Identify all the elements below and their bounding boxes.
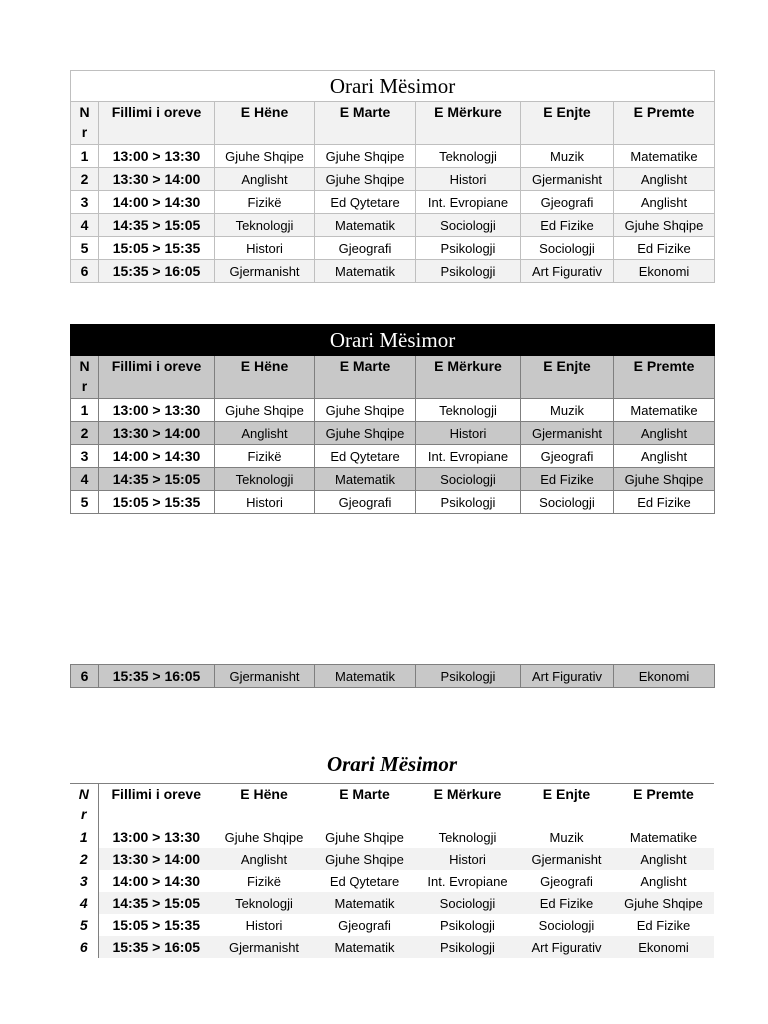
subject-cell: Matematike: [614, 145, 715, 168]
header-nr-a: N: [78, 786, 89, 802]
subject-cell: Matematike: [614, 399, 715, 422]
row-number: 4: [70, 892, 98, 914]
row-number: 4: [71, 468, 99, 491]
subject-cell: Gjermanisht: [214, 936, 314, 958]
subject-cell: Histori: [415, 848, 520, 870]
table-row: [71, 260, 715, 283]
table-row: [70, 914, 714, 936]
subject-cell: Matematike: [629, 829, 698, 845]
header-nr-a: N: [79, 104, 90, 120]
row-time: 15:35 > 16:05: [98, 936, 214, 958]
subject-cell: Art Figurativ: [520, 936, 613, 958]
header-nr: [71, 356, 99, 399]
subject-cell: Gjermanisht: [521, 422, 614, 445]
subject-cell: Gjuhe Shqipe: [215, 145, 315, 168]
subject-cell: Anglisht: [614, 168, 715, 191]
subject-cell: Gjuhe Shqipe: [614, 468, 715, 491]
row-time: 13:00 > 13:30: [99, 399, 215, 422]
row-number: 2: [70, 848, 98, 870]
subject-cell: Psikologji: [416, 260, 521, 283]
subject-cell: Gjermanisht: [520, 848, 613, 870]
row-number: 4: [71, 214, 99, 237]
table-title: Orari Mësimor: [71, 325, 715, 356]
row-time: 15:05 > 15:35: [112, 917, 201, 933]
table-row: [71, 399, 715, 422]
subject-cell: Fizikë: [215, 191, 315, 214]
row-time: 15:35 > 16:05: [99, 260, 215, 283]
table-row: [71, 191, 715, 214]
subject-cell: Gjuhe Shqipe: [325, 829, 404, 845]
row-number: 2: [71, 168, 99, 191]
subject-cell: Int. Evropiane: [416, 191, 521, 214]
subject-cell: Gjeografi: [315, 491, 416, 514]
subject-cell: Histori: [215, 491, 315, 514]
table-row: [70, 892, 714, 914]
subject-cell: Histori: [245, 917, 283, 933]
subject-cell: Sociologji: [521, 237, 614, 260]
subject-cell: Anglisht: [215, 168, 315, 191]
table-row: [71, 145, 715, 168]
header-day: E Marte: [315, 356, 416, 399]
row-number: 2: [71, 422, 99, 445]
header-nr: [71, 102, 99, 145]
subject-cell: Anglisht: [215, 422, 315, 445]
subject-cell: Histori: [215, 237, 315, 260]
subject-cell: Sociologji: [416, 214, 521, 237]
subject-cell: Gjermanisht: [521, 168, 614, 191]
table-title: Orari Mësimor: [326, 752, 458, 776]
subject-cell: Sociologji: [521, 491, 614, 514]
subject-cell: Gjuhe Shqipe: [215, 399, 315, 422]
schedule-table-2: [70, 324, 715, 514]
header-day: E Premte: [613, 784, 714, 827]
subject-cell: Muzik: [549, 829, 584, 845]
table-row: [70, 936, 714, 958]
row-number: 3: [71, 445, 99, 468]
subject-cell: Ed Qytetare: [315, 191, 416, 214]
subject-cell: Gjuhe Shqipe: [614, 214, 715, 237]
subject-cell: Ed Fizike: [614, 237, 715, 260]
subject-cell: Muzik: [521, 145, 614, 168]
subject-cell: Teknologji: [416, 145, 521, 168]
header-day: E Marte: [315, 102, 416, 145]
row-number: 5: [70, 914, 98, 936]
table-row: [70, 848, 714, 870]
subject-cell: Gjuhe Shqipe: [315, 145, 416, 168]
subject-cell: Matematik: [315, 260, 416, 283]
table-row: [71, 445, 715, 468]
subject-cell: Fizikë: [247, 873, 281, 889]
subject-cell: Gjuhe Shqipe: [314, 848, 415, 870]
subject-cell: Ed Qytetare: [315, 445, 416, 468]
row-time: 13:00 > 13:30: [99, 145, 215, 168]
header-day: E Enjte: [521, 102, 614, 145]
row-time: 14:35 > 15:05: [99, 468, 215, 491]
subject-cell: Gjeografi: [521, 445, 614, 468]
subject-cell: Anglisht: [613, 848, 714, 870]
table-row: [71, 214, 715, 237]
subject-cell: Ed Qytetare: [329, 873, 400, 889]
row-number: 6: [70, 936, 98, 958]
table-row: [71, 237, 715, 260]
table-row: [71, 665, 715, 688]
subject-cell: Art Figurativ: [521, 665, 614, 688]
header-day: E Premte: [614, 356, 715, 399]
schedule-table-1: [70, 70, 715, 283]
row-number: 1: [70, 826, 98, 848]
subject-cell: Ed Fizike: [521, 468, 614, 491]
subject-cell: Gjermanisht: [215, 260, 315, 283]
header-day: E Mërkure: [415, 784, 520, 827]
subject-cell: Matematik: [314, 936, 415, 958]
header-day: E Enjte: [521, 356, 614, 399]
row-time: 14:35 > 15:05: [99, 214, 215, 237]
subject-cell: Ed Fizike: [614, 491, 715, 514]
subject-cell: Gjuhe Shqipe: [224, 829, 304, 845]
schedule-table-3: [70, 783, 714, 958]
row-number: 6: [71, 260, 99, 283]
subject-cell: Matematik: [314, 892, 415, 914]
header-day: E Hëne: [215, 356, 315, 399]
subject-cell: Gjeografi: [521, 191, 614, 214]
header-time: Fillimi i oreve: [99, 356, 215, 399]
subject-cell: Matematik: [315, 468, 416, 491]
subject-cell: Ed Fizike: [520, 892, 613, 914]
subject-cell: Gjuhe Shqipe: [315, 399, 416, 422]
row-time: 14:35 > 15:05: [98, 892, 214, 914]
row-time: 15:05 > 15:35: [99, 491, 215, 514]
header-time: Fillimi i oreve: [98, 784, 214, 827]
row-time: 14:00 > 14:30: [99, 191, 215, 214]
subject-cell: Anglisht: [614, 445, 715, 468]
header-nr-b: r: [81, 806, 87, 822]
subject-cell: Anglisht: [614, 191, 715, 214]
subject-cell: Psikologji: [415, 936, 520, 958]
subject-cell: Muzik: [521, 399, 614, 422]
subject-cell: Teknologji: [215, 214, 315, 237]
subject-cell: Ekonomi: [614, 665, 715, 688]
row-time: 13:30 > 14:00: [99, 422, 215, 445]
subject-cell: Teknologji: [438, 829, 497, 845]
table-row: [71, 468, 715, 491]
subject-cell: Gjuhe Shqipe: [613, 892, 714, 914]
subject-cell: Ekonomi: [613, 936, 714, 958]
subject-cell: Gjuhe Shqipe: [315, 168, 416, 191]
table-row: [70, 870, 714, 892]
subject-cell: Sociologji: [415, 892, 520, 914]
row-number: 1: [71, 145, 99, 168]
subject-cell: Sociologji: [416, 468, 521, 491]
subject-cell: Teknologji: [214, 892, 314, 914]
row-number: 5: [71, 237, 99, 260]
subject-cell: Int. Evropiane: [427, 873, 508, 889]
table-title: Orari Mësimor: [71, 71, 715, 102]
row-time: 15:35 > 16:05: [99, 665, 215, 688]
row-time: 14:00 > 14:30: [112, 873, 201, 889]
row-number: 5: [71, 491, 99, 514]
subject-cell: Gjeografi: [338, 917, 391, 933]
header-day: E Marte: [314, 784, 415, 827]
row-number: 1: [71, 399, 99, 422]
subject-cell: Matematik: [315, 665, 416, 688]
row-time: 14:00 > 14:30: [99, 445, 215, 468]
row-number: 3: [70, 870, 98, 892]
subject-cell: Histori: [416, 422, 521, 445]
subject-cell: Ekonomi: [614, 260, 715, 283]
header-nr-b: r: [81, 378, 88, 394]
row-time: 13:30 > 14:00: [98, 848, 214, 870]
subject-cell: Gjuhe Shqipe: [315, 422, 416, 445]
table-row: [71, 168, 715, 191]
subject-cell: Teknologji: [215, 468, 315, 491]
subject-cell: Fizikë: [215, 445, 315, 468]
subject-cell: Psikologji: [416, 491, 521, 514]
subject-cell: Anglisht: [214, 848, 314, 870]
header-day: E Enjte: [520, 784, 613, 827]
row-time: 13:00 > 13:30: [112, 829, 201, 845]
row-number: 6: [71, 665, 99, 688]
subject-cell: Gjeografi: [315, 237, 416, 260]
subject-cell: Gjeografi: [540, 873, 593, 889]
subject-cell: Psikologji: [416, 237, 521, 260]
header-nr-a: N: [79, 358, 90, 374]
table-row: [71, 422, 715, 445]
row-time: 13:30 > 14:00: [99, 168, 215, 191]
subject-cell: Matematik: [315, 214, 416, 237]
subject-cell: Ed Fizike: [521, 214, 614, 237]
table-row: [71, 491, 715, 514]
header-nr-b: r: [81, 124, 88, 140]
subject-cell: Psikologji: [440, 917, 495, 933]
subject-cell: Int. Evropiane: [416, 445, 521, 468]
header-day: E Hëne: [215, 102, 315, 145]
subject-cell: Psikologji: [416, 665, 521, 688]
subject-cell: Gjermanisht: [215, 665, 315, 688]
row-number: 3: [71, 191, 99, 214]
header-day: E Mërkure: [416, 102, 521, 145]
subject-cell: Teknologji: [416, 399, 521, 422]
subject-cell: Art Figurativ: [521, 260, 614, 283]
table-row: [70, 826, 714, 848]
subject-cell: Sociologji: [538, 917, 595, 933]
header-day: E Premte: [614, 102, 715, 145]
subject-cell: Anglisht: [614, 422, 715, 445]
header-nr: [70, 784, 98, 827]
header-time: Fillimi i oreve: [99, 102, 215, 145]
header-day: E Mërkure: [416, 356, 521, 399]
subject-cell: Ed Fizike: [636, 917, 691, 933]
row-time: 15:05 > 15:35: [99, 237, 215, 260]
subject-cell: Anglisht: [640, 873, 687, 889]
subject-cell: Histori: [416, 168, 521, 191]
header-day: E Hëne: [214, 784, 314, 827]
schedule-table-2-continued: [70, 664, 715, 688]
